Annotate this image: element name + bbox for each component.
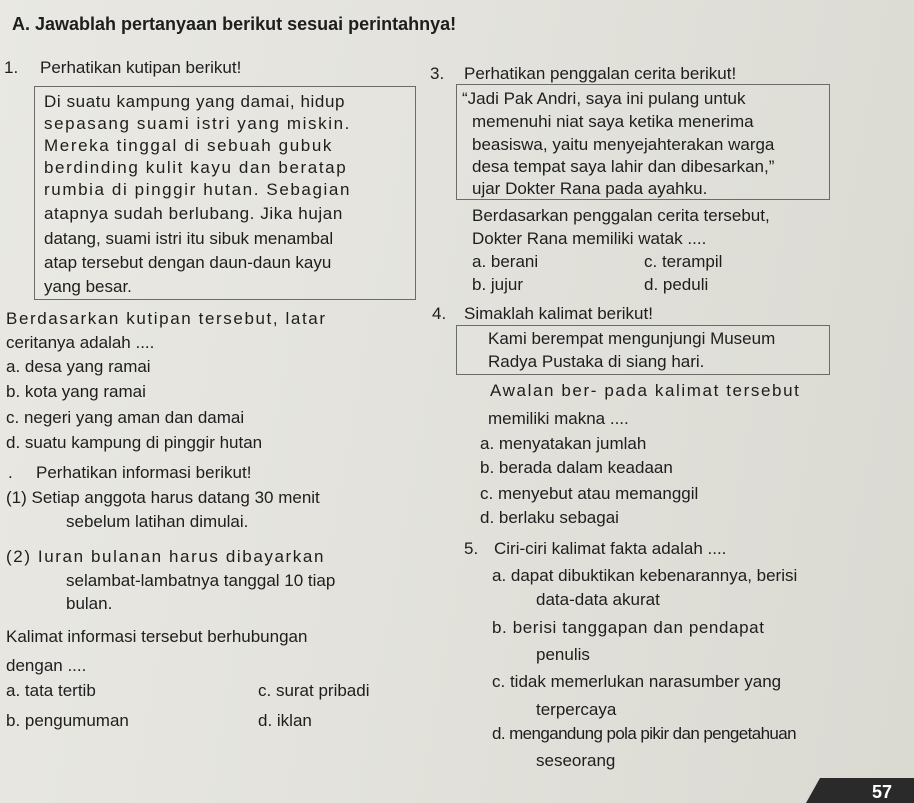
q3-number: 3. bbox=[430, 64, 445, 83]
section-heading: A. Jawablah pertanyaan berikut sesuai perintahnya! bbox=[12, 14, 457, 34]
q3-passage-line: beasiswa, yaitu menyejahterakan warga bbox=[472, 135, 775, 154]
q2-prompt: Perhatikan informasi berikut! bbox=[36, 463, 252, 482]
q2-option-d[interactable]: d. iklan bbox=[258, 711, 312, 730]
q2-option-a[interactable]: a. tata tertib bbox=[6, 681, 96, 700]
q1-passage-line: rumbia di pinggir hutan. Sebagian bbox=[44, 180, 352, 199]
q3-option-a[interactable]: a. berani bbox=[472, 252, 539, 271]
q1-passage-line: yang besar. bbox=[44, 277, 132, 296]
q1-option-a[interactable]: a. desa yang ramai bbox=[6, 357, 151, 376]
q1-prompt: Perhatikan kutipan berikut! bbox=[40, 58, 242, 77]
q1-passage-line: datang, suami istri itu sibuk menambal bbox=[44, 229, 334, 248]
q1-passage-line: Mereka tinggal di sebuah gubuk bbox=[44, 136, 333, 155]
q4-option-b[interactable]: b. berada dalam keadaan bbox=[480, 458, 673, 477]
q4-question-line: memiliki makna .... bbox=[488, 409, 629, 428]
q1-passage-line: Di suatu kampung yang damai, hidup bbox=[44, 92, 346, 111]
q1-passage-line: sepasang suami istri yang miskin. bbox=[44, 114, 351, 133]
q4-prompt: Simaklah kalimat berikut! bbox=[464, 304, 653, 323]
q4-question-line: Awalan ber- pada kalimat tersebut bbox=[490, 381, 801, 400]
q1-option-d[interactable]: d. suatu kampung di pinggir hutan bbox=[6, 433, 263, 452]
q3-passage-line: memenuhi niat saya ketika menerima bbox=[472, 112, 754, 131]
q5-option-d-cont: seseorang bbox=[536, 751, 616, 770]
q3-passage-line: “Jadi Pak Andri, saya ini pulang untuk bbox=[462, 89, 746, 108]
q5-option-b-cont: penulis bbox=[536, 645, 590, 664]
q4-option-c[interactable]: c. menyebut atau memanggil bbox=[480, 484, 699, 503]
q3-passage-line: desa tempat saya lahir dan dibesarkan,” bbox=[472, 157, 775, 176]
q2-item-2-cont: selambat-lambatnya tanggal 10 tiap bbox=[66, 571, 336, 590]
q2-item-2-cont: bulan. bbox=[66, 594, 113, 613]
q5-option-c[interactable]: c. tidak memerlukan narasumber yang bbox=[492, 672, 782, 691]
q1-passage-line: atap tersebut dengan daun-daun kayu bbox=[44, 253, 332, 272]
q5-number: 5. bbox=[464, 539, 479, 558]
q3-option-c[interactable]: c. terampil bbox=[644, 252, 723, 271]
q4-sentence-line: Radya Pustaka di siang hari. bbox=[488, 352, 705, 371]
q5-option-a-cont: data-data akurat bbox=[536, 590, 660, 609]
q3-question-line: Berdasarkan penggalan cerita tersebut, bbox=[472, 206, 770, 225]
q4-number: 4. bbox=[432, 304, 447, 323]
q3-question-line: Dokter Rana memiliki watak .... bbox=[472, 229, 707, 248]
page-number: 57 bbox=[872, 782, 893, 802]
footer-tab bbox=[820, 778, 914, 803]
q3-passage-line: ujar Dokter Rana pada ayahku. bbox=[472, 179, 708, 198]
q2-option-b[interactable]: b. pengumuman bbox=[6, 711, 129, 730]
q3-prompt: Perhatikan penggalan cerita berikut! bbox=[464, 64, 737, 83]
q1-question-line: ceritanya adalah .... bbox=[6, 333, 155, 352]
q2-item-1: (1) Setiap anggota harus datang 30 menit bbox=[6, 488, 320, 507]
q2-question-line: Kalimat informasi tersebut berhubungan bbox=[6, 627, 308, 646]
q2-question-line: dengan .... bbox=[6, 656, 87, 675]
q3-option-b[interactable]: b. jujur bbox=[472, 275, 524, 294]
footer-tab-notch bbox=[806, 778, 820, 803]
q3-option-d[interactable]: d. peduli bbox=[644, 275, 709, 294]
q5-option-b[interactable]: b. berisi tanggapan dan pendapat bbox=[492, 618, 765, 637]
q4-option-a[interactable]: a. menyatakan jumlah bbox=[480, 434, 647, 453]
q5-option-d[interactable]: d. mengandung pola pikir dan pengetahuan bbox=[492, 724, 796, 743]
q5-prompt: Ciri-ciri kalimat fakta adalah .... bbox=[494, 539, 727, 558]
q4-sentence-line: Kami berempat mengunjungi Museum bbox=[488, 329, 776, 348]
q5-option-a[interactable]: a. dapat dibuktikan kebenarannya, berisi bbox=[492, 566, 798, 585]
q1-passage-line: berdinding kulit kayu dan beratap bbox=[44, 158, 348, 177]
q1-passage-line: atapnya sudah berlubang. Jika hujan bbox=[44, 204, 343, 223]
q1-number: 1. bbox=[4, 58, 19, 77]
q1-option-b[interactable]: b. kota yang ramai bbox=[6, 382, 146, 401]
q2-number: . bbox=[8, 463, 13, 482]
q2-option-c[interactable]: c. surat pribadi bbox=[258, 681, 370, 700]
q1-option-c[interactable]: c. negeri yang aman dan damai bbox=[6, 408, 245, 427]
q1-question-line: Berdasarkan kutipan tersebut, latar bbox=[6, 309, 327, 328]
q2-item-2: (2) Iuran bulanan harus dibayarkan bbox=[6, 547, 326, 566]
q2-item-1-cont: sebelum latihan dimulai. bbox=[66, 512, 249, 531]
q4-option-d[interactable]: d. berlaku sebagai bbox=[480, 508, 619, 527]
q5-option-c-cont: terpercaya bbox=[536, 700, 617, 719]
